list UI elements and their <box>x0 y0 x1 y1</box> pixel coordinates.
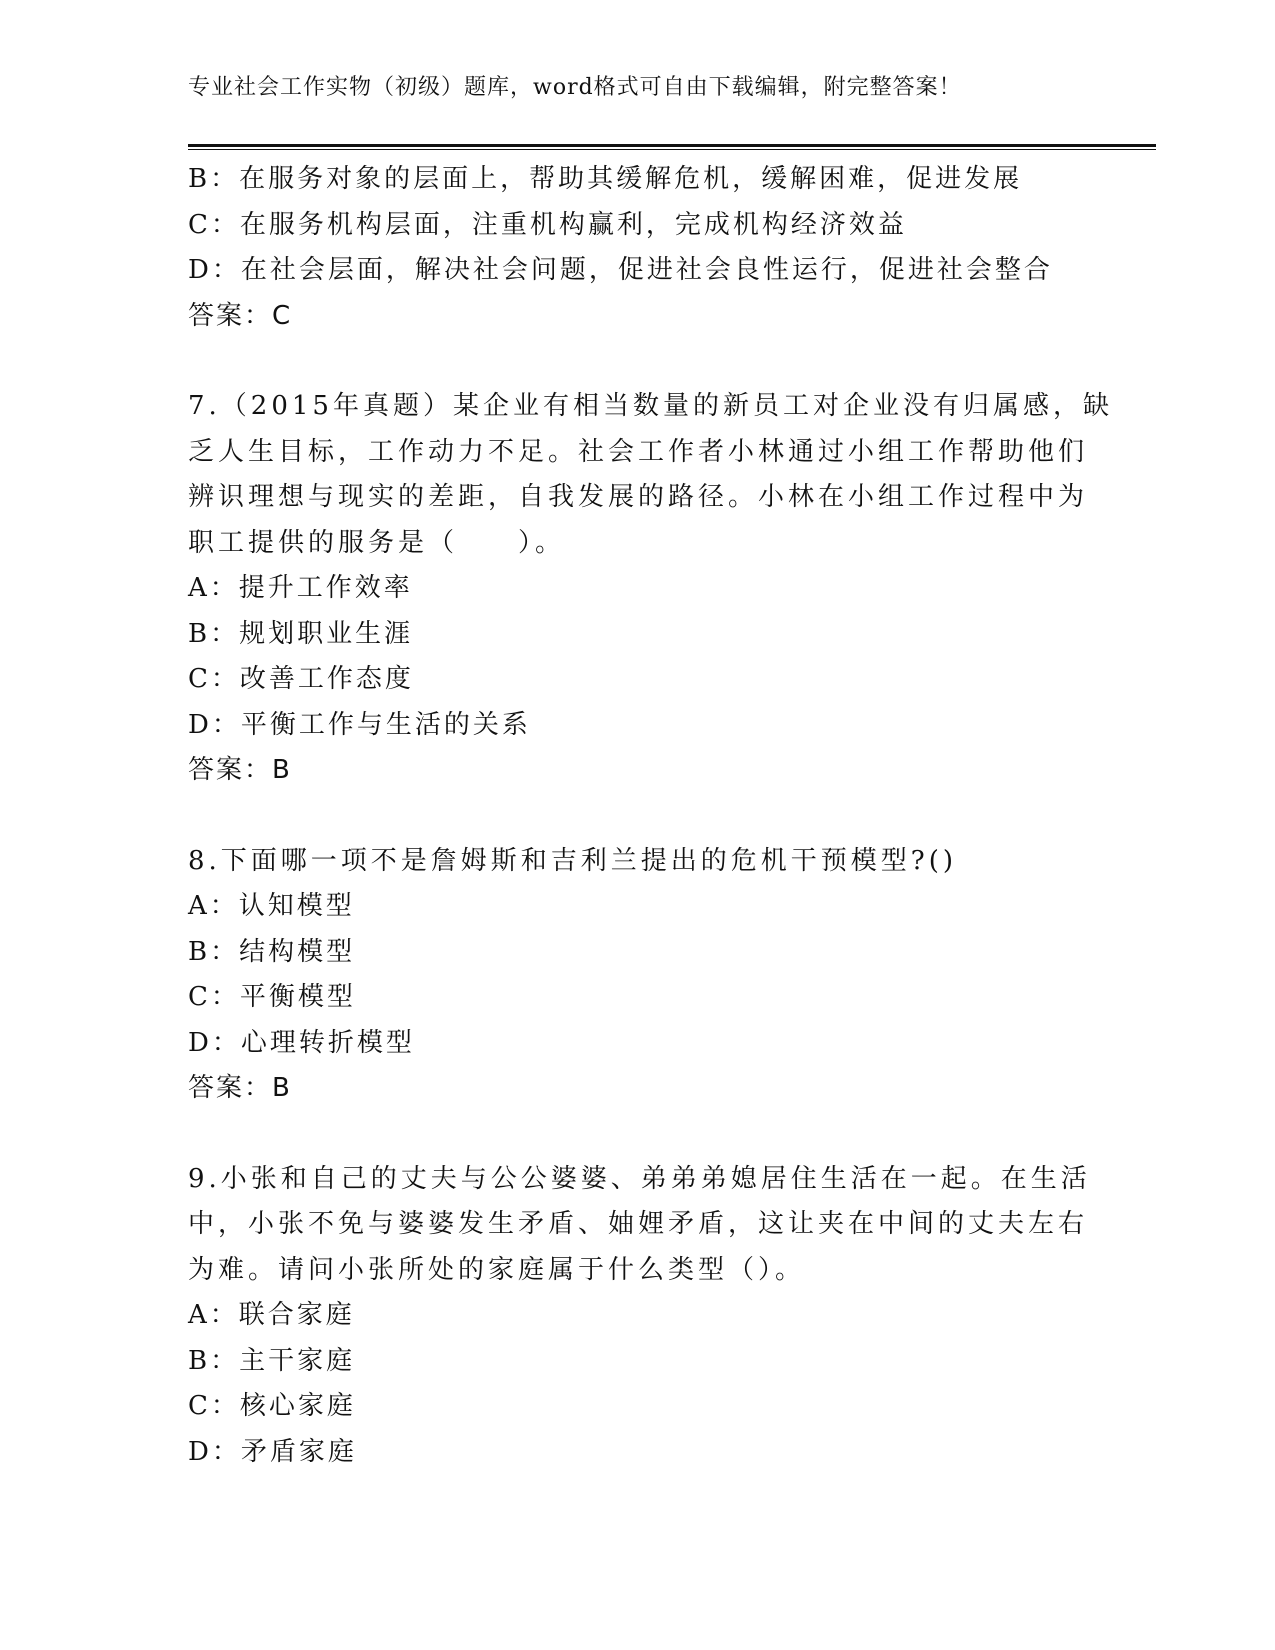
option-c: C：改善工作态度 <box>188 664 414 694</box>
option-a: A：认知模型 <box>188 891 355 921</box>
option-d: D：心理转折模型 <box>188 1027 415 1058</box>
answer-line: 答案：C <box>188 300 293 331</box>
question-8 <box>188 839 1088 1112</box>
option-a: A：提升工作效率 <box>188 573 413 603</box>
option-b: B：规划职业生涯 <box>188 618 414 649</box>
document-body <box>188 157 1113 1475</box>
option-c: C：核心家庭 <box>188 1391 356 1421</box>
option-d: D：平衡工作与生活的关系 <box>188 709 531 740</box>
header-rule-thin <box>188 149 1156 150</box>
stem-line: 为难。请问小张所处的家庭属于什么类型（）。 <box>188 1254 806 1285</box>
question-stem <box>188 839 1088 885</box>
question-9 <box>188 1157 1091 1476</box>
question-stem <box>188 384 1113 566</box>
stem-line: 9.小张和自己的丈夫与公公婆婆、弟弟弟媳居住生活在一起。在生活 <box>188 1163 1091 1194</box>
option-d: D：矛盾家庭 <box>188 1436 357 1467</box>
stem-line: 中，小张不免与婆婆发生矛盾、妯娌矛盾，这让夹在中间的丈夫左右 <box>188 1209 1089 1239</box>
option-b: B：主干家庭 <box>188 1345 356 1376</box>
option-b: B：结构模型 <box>188 936 356 967</box>
spacer <box>188 1112 1088 1157</box>
stem-line: 8.下面哪一项不是詹姆斯和吉利兰提出的危机干预模型?() <box>188 845 958 876</box>
option-c: C：平衡模型 <box>188 982 356 1012</box>
spacer <box>188 794 1088 839</box>
stem-line: 辨识理想与现实的差距，自我发展的路径。小林在小组工作过程中为 <box>188 482 1089 512</box>
answer-line: 答案：B <box>188 1073 292 1103</box>
option-b: B：在服务对象的层面上，帮助其缓解危机，缓解困难，促进发展 <box>188 164 1023 194</box>
option-d: D：在社会层面，解决社会问题，促进社会良性运行，促进社会整合 <box>188 255 1053 285</box>
header-rule-thick <box>188 144 1156 147</box>
option-c: C：在服务机构层面，注重机构赢利，完成机构经济效益 <box>188 209 907 240</box>
stem-line: 7.（2015年真题）某企业有相当数量的新员工对企业没有归属感，缺 <box>188 391 1113 421</box>
stem-line: 职工提供的服务是（ ）。 <box>188 527 566 558</box>
document-header: 专业社会工作实物（初级）题库，word格式可自由下载编辑，附完整答案！ <box>188 75 962 100</box>
question-7 <box>188 384 1113 794</box>
question-stem <box>188 1157 1091 1294</box>
spacer <box>188 339 1088 384</box>
carryover-block <box>188 157 1088 339</box>
option-a: A：联合家庭 <box>188 1300 355 1330</box>
stem-line: 乏人生目标，工作动力不足。社会工作者小林通过小组工作帮助他们 <box>188 436 1089 467</box>
answer-line: 答案：B <box>188 755 292 785</box>
